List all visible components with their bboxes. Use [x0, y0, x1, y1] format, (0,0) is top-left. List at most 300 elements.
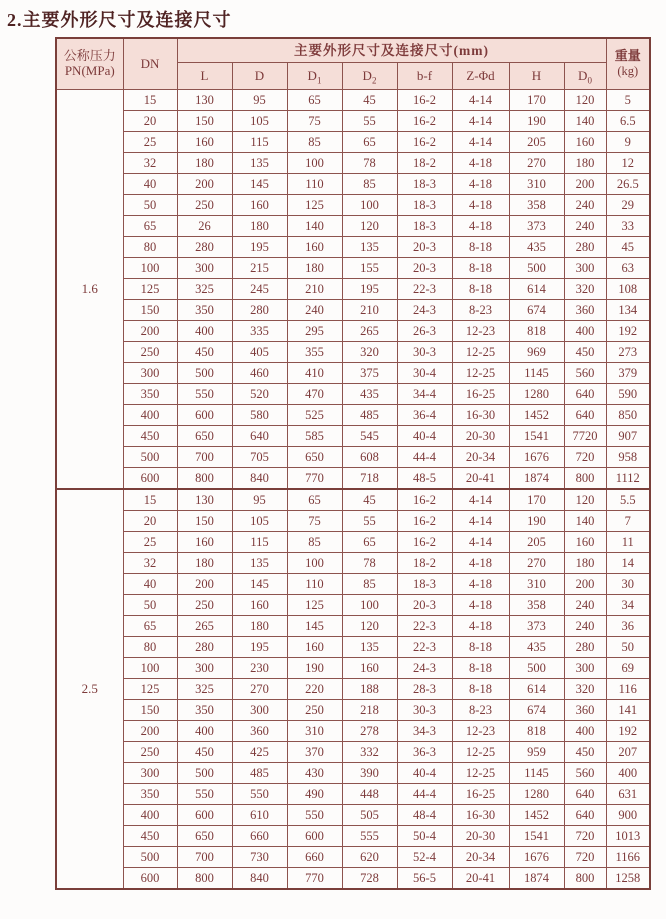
data-cell: 30: [606, 574, 650, 595]
data-cell: 800: [564, 468, 606, 490]
data-cell: 300: [564, 258, 606, 279]
dn-cell: 600: [123, 468, 177, 490]
data-cell: 160: [232, 595, 287, 616]
data-cell: 550: [177, 784, 232, 805]
data-cell: 250: [177, 595, 232, 616]
data-cell: 205: [509, 132, 564, 153]
dn-cell: 25: [123, 532, 177, 553]
data-cell: 400: [606, 763, 650, 784]
dn-cell: 40: [123, 174, 177, 195]
table-row: [56, 384, 650, 405]
data-cell: 65: [287, 489, 342, 511]
data-cell: 65: [342, 132, 397, 153]
data-cell: 200: [564, 174, 606, 195]
table-row: [56, 511, 650, 532]
data-cell: 85: [342, 574, 397, 595]
data-cell: 65: [342, 532, 397, 553]
data-cell: 200: [564, 574, 606, 595]
data-cell: 140: [564, 111, 606, 132]
data-cell: 195: [232, 637, 287, 658]
table-row: [56, 279, 650, 300]
table-row: [56, 742, 650, 763]
data-cell: 125: [287, 595, 342, 616]
data-cell: 160: [342, 658, 397, 679]
data-cell: 520: [232, 384, 287, 405]
data-cell: 135: [232, 553, 287, 574]
data-cell: 273: [606, 342, 650, 363]
data-cell: 640: [564, 805, 606, 826]
data-cell: 265: [342, 321, 397, 342]
dn-cell: 65: [123, 216, 177, 237]
data-cell: 30-3: [397, 342, 452, 363]
data-cell: 12-25: [452, 763, 509, 784]
data-cell: 660: [287, 847, 342, 868]
data-cell: 95: [232, 90, 287, 111]
data-cell: 4-14: [452, 489, 509, 511]
table-row: [56, 405, 650, 426]
dn-cell: 100: [123, 658, 177, 679]
table-row: [56, 532, 650, 553]
data-cell: 170: [509, 90, 564, 111]
table-row: [56, 763, 650, 784]
data-cell: 770: [287, 868, 342, 890]
column-header-H: H: [509, 63, 564, 90]
table-row: [56, 489, 650, 511]
data-cell: 705: [232, 447, 287, 468]
data-cell: 280: [564, 637, 606, 658]
data-cell: 4-14: [452, 111, 509, 132]
data-cell: 22-3: [397, 616, 452, 637]
data-cell: 52-4: [397, 847, 452, 868]
data-cell: 358: [509, 195, 564, 216]
column-header-dn: DN: [123, 38, 177, 90]
data-cell: 20-3: [397, 595, 452, 616]
dn-cell: 300: [123, 363, 177, 384]
data-cell: 56-5: [397, 868, 452, 890]
data-cell: 270: [509, 553, 564, 574]
dn-cell: 150: [123, 300, 177, 321]
data-cell: 29: [606, 195, 650, 216]
data-cell: 550: [287, 805, 342, 826]
data-cell: 16-2: [397, 489, 452, 511]
data-cell: 840: [232, 868, 287, 890]
data-cell: 560: [564, 763, 606, 784]
data-cell: 4-18: [452, 553, 509, 574]
data-cell: 195: [342, 279, 397, 300]
dn-cell: 500: [123, 847, 177, 868]
data-cell: 1676: [509, 847, 564, 868]
data-cell: 100: [287, 553, 342, 574]
table-body: [56, 90, 650, 890]
data-cell: 20-41: [452, 868, 509, 890]
table-row: [56, 616, 650, 637]
data-cell: 590: [606, 384, 650, 405]
table-row: [56, 363, 650, 384]
data-cell: 190: [287, 658, 342, 679]
pn-header-line1: 公称压力: [63, 48, 116, 64]
data-cell: 18-3: [397, 574, 452, 595]
table-row: [56, 805, 650, 826]
table-row: [56, 237, 650, 258]
table-row: [56, 847, 650, 868]
data-cell: 28-3: [397, 679, 452, 700]
data-cell: 400: [564, 721, 606, 742]
data-cell: 100: [342, 195, 397, 216]
data-cell: 100: [287, 153, 342, 174]
pn-header-line2: PN(MPa): [64, 63, 115, 78]
data-cell: 400: [177, 721, 232, 742]
data-cell: 24-3: [397, 658, 452, 679]
data-cell: 108: [606, 279, 650, 300]
data-cell: 320: [564, 279, 606, 300]
data-cell: 36: [606, 616, 650, 637]
data-cell: 145: [232, 174, 287, 195]
dn-cell: 50: [123, 595, 177, 616]
column-header-bf: b-f: [397, 63, 452, 90]
data-cell: 310: [509, 174, 564, 195]
data-cell: 120: [342, 216, 397, 237]
data-cell: 30-3: [397, 700, 452, 721]
data-cell: 770: [287, 468, 342, 490]
data-cell: 130: [177, 90, 232, 111]
data-cell: 640: [232, 426, 287, 447]
data-cell: 335: [232, 321, 287, 342]
dn-cell: 600: [123, 868, 177, 890]
data-cell: 332: [342, 742, 397, 763]
column-header-weight: [606, 38, 650, 90]
data-cell: 188: [342, 679, 397, 700]
data-cell: 180: [287, 258, 342, 279]
data-cell: 8-18: [452, 679, 509, 700]
data-cell: 45: [342, 90, 397, 111]
dn-cell: 20: [123, 111, 177, 132]
data-cell: 500: [509, 658, 564, 679]
data-cell: 200: [177, 174, 232, 195]
data-cell: 840: [232, 468, 287, 490]
data-cell: 75: [287, 511, 342, 532]
weight-header-line2: (kg): [617, 64, 639, 79]
data-cell: 85: [287, 532, 342, 553]
data-cell: 34-4: [397, 384, 452, 405]
data-cell: 16-25: [452, 384, 509, 405]
data-cell: 240: [287, 300, 342, 321]
data-cell: 4-18: [452, 174, 509, 195]
data-cell: 360: [564, 700, 606, 721]
data-cell: 270: [232, 679, 287, 700]
data-cell: 448: [342, 784, 397, 805]
dn-cell: 350: [123, 384, 177, 405]
data-cell: 11: [606, 532, 650, 553]
data-cell: 18-2: [397, 153, 452, 174]
data-cell: 105: [232, 111, 287, 132]
data-cell: 640: [564, 384, 606, 405]
data-cell: 300: [232, 700, 287, 721]
table-row: [56, 216, 650, 237]
data-cell: 1145: [509, 763, 564, 784]
data-cell: 265: [177, 616, 232, 637]
data-cell: 9: [606, 132, 650, 153]
data-cell: 12-23: [452, 721, 509, 742]
data-cell: 145: [232, 574, 287, 595]
data-cell: 33: [606, 216, 650, 237]
data-cell: 390: [342, 763, 397, 784]
data-cell: 410: [287, 363, 342, 384]
data-cell: 140: [287, 216, 342, 237]
data-cell: 373: [509, 616, 564, 637]
data-cell: 4-18: [452, 616, 509, 637]
table-row: [56, 637, 650, 658]
data-cell: 8-18: [452, 637, 509, 658]
column-header-L: L: [177, 63, 232, 90]
data-cell: 75: [287, 111, 342, 132]
data-cell: 24-3: [397, 300, 452, 321]
data-cell: 1166: [606, 847, 650, 868]
data-cell: 218: [342, 700, 397, 721]
data-cell: 600: [177, 805, 232, 826]
dn-cell: 15: [123, 90, 177, 111]
data-cell: 430: [287, 763, 342, 784]
data-cell: 160: [287, 237, 342, 258]
data-cell: 16-2: [397, 90, 452, 111]
data-cell: 160: [287, 637, 342, 658]
dimensions-table: [55, 37, 651, 890]
data-cell: 160: [232, 195, 287, 216]
data-cell: 12-25: [452, 742, 509, 763]
data-cell: 1874: [509, 868, 564, 890]
data-cell: 36-4: [397, 405, 452, 426]
column-header-zphid: Z-Φd: [452, 63, 509, 90]
data-cell: 22-3: [397, 637, 452, 658]
data-cell: 674: [509, 300, 564, 321]
data-cell: 8-18: [452, 237, 509, 258]
data-cell: 135: [342, 637, 397, 658]
table-row: [56, 174, 650, 195]
data-cell: 116: [606, 679, 650, 700]
data-cell: 435: [509, 237, 564, 258]
dn-cell: 450: [123, 426, 177, 447]
data-cell: 130: [177, 489, 232, 511]
data-cell: 360: [232, 721, 287, 742]
data-cell: 500: [177, 763, 232, 784]
data-cell: 20-30: [452, 826, 509, 847]
page-title: 2.主要外形尺寸及连接尺寸: [7, 10, 232, 30]
data-cell: 718: [342, 468, 397, 490]
data-cell: 135: [342, 237, 397, 258]
data-cell: 470: [287, 384, 342, 405]
data-cell: 215: [232, 258, 287, 279]
data-cell: 12-25: [452, 342, 509, 363]
data-cell: 180: [564, 553, 606, 574]
data-cell: 4-18: [452, 153, 509, 174]
data-cell: 16-2: [397, 532, 452, 553]
data-cell: 8-23: [452, 300, 509, 321]
data-cell: 850: [606, 405, 650, 426]
data-cell: 4-14: [452, 90, 509, 111]
data-cell: 485: [342, 405, 397, 426]
data-cell: 120: [564, 489, 606, 511]
data-cell: 600: [287, 826, 342, 847]
data-cell: 720: [564, 847, 606, 868]
data-cell: 1013: [606, 826, 650, 847]
column-header-pn: [56, 38, 123, 90]
table-row: [56, 342, 650, 363]
data-cell: 6.5: [606, 111, 650, 132]
data-cell: 150: [177, 111, 232, 132]
data-cell: 18-3: [397, 174, 452, 195]
dn-cell: 80: [123, 237, 177, 258]
data-cell: 36-3: [397, 742, 452, 763]
dn-cell: 150: [123, 700, 177, 721]
data-cell: 20-34: [452, 447, 509, 468]
table-row: [56, 258, 650, 279]
table-row: [56, 700, 650, 721]
table-row: [56, 658, 650, 679]
data-cell: 358: [509, 595, 564, 616]
data-cell: 545: [342, 426, 397, 447]
data-cell: 110: [287, 574, 342, 595]
data-cell: 190: [509, 511, 564, 532]
data-cell: 373: [509, 216, 564, 237]
data-cell: 5.5: [606, 489, 650, 511]
data-cell: 22-3: [397, 279, 452, 300]
data-cell: 550: [232, 784, 287, 805]
data-cell: 200: [177, 574, 232, 595]
data-cell: 207: [606, 742, 650, 763]
data-cell: 600: [177, 405, 232, 426]
data-cell: 34-3: [397, 721, 452, 742]
column-header-D1: $D_1$: [287, 63, 342, 90]
data-cell: 8-23: [452, 700, 509, 721]
table-row: [56, 90, 650, 111]
data-cell: 278: [342, 721, 397, 742]
data-cell: 26: [177, 216, 232, 237]
data-cell: 140: [564, 511, 606, 532]
data-cell: 650: [177, 426, 232, 447]
data-cell: 405: [232, 342, 287, 363]
data-cell: 375: [342, 363, 397, 384]
data-cell: 16-2: [397, 132, 452, 153]
data-cell: 16-2: [397, 511, 452, 532]
data-cell: 1452: [509, 805, 564, 826]
data-cell: 400: [564, 321, 606, 342]
data-cell: 85: [287, 132, 342, 153]
data-cell: 20-3: [397, 237, 452, 258]
data-cell: 280: [177, 637, 232, 658]
data-cell: 818: [509, 721, 564, 742]
data-cell: 18-3: [397, 216, 452, 237]
column-header-D2: $D_2$: [342, 63, 397, 90]
data-cell: 620: [342, 847, 397, 868]
table-row: [56, 826, 650, 847]
data-cell: 550: [177, 384, 232, 405]
dn-cell: 32: [123, 153, 177, 174]
data-cell: 280: [564, 237, 606, 258]
data-cell: 125: [287, 195, 342, 216]
data-cell: 48-5: [397, 468, 452, 490]
pn-value-cell: 2.5: [56, 489, 123, 889]
data-cell: 614: [509, 679, 564, 700]
data-cell: 16-25: [452, 784, 509, 805]
data-cell: 425: [232, 742, 287, 763]
data-cell: 450: [564, 742, 606, 763]
data-cell: 85: [342, 174, 397, 195]
data-cell: 500: [177, 363, 232, 384]
data-cell: 674: [509, 700, 564, 721]
data-cell: 18-3: [397, 195, 452, 216]
dn-cell: 80: [123, 637, 177, 658]
table-row: [56, 195, 650, 216]
column-group-header: 主要外形尺寸及连接尺寸(mm): [177, 38, 606, 63]
data-cell: 1874: [509, 468, 564, 490]
data-cell: 4-14: [452, 132, 509, 153]
data-cell: 210: [287, 279, 342, 300]
data-cell: 631: [606, 784, 650, 805]
data-cell: 8-18: [452, 279, 509, 300]
data-cell: 460: [232, 363, 287, 384]
data-cell: 360: [564, 300, 606, 321]
data-cell: 20-30: [452, 426, 509, 447]
data-cell: 350: [177, 300, 232, 321]
data-cell: 1280: [509, 784, 564, 805]
data-cell: 160: [564, 532, 606, 553]
data-cell: 640: [564, 784, 606, 805]
data-cell: 180: [564, 153, 606, 174]
data-cell: 115: [232, 532, 287, 553]
data-cell: 240: [564, 595, 606, 616]
data-cell: 370: [287, 742, 342, 763]
data-cell: 379: [606, 363, 650, 384]
data-cell: 110: [287, 174, 342, 195]
data-cell: 14: [606, 553, 650, 574]
data-cell: 640: [564, 405, 606, 426]
data-cell: 400: [177, 321, 232, 342]
table-row: [56, 784, 650, 805]
data-cell: 220: [287, 679, 342, 700]
data-cell: 8-18: [452, 658, 509, 679]
table-row: [56, 132, 650, 153]
data-cell: 650: [287, 447, 342, 468]
data-cell: 310: [287, 721, 342, 742]
data-cell: 30-4: [397, 363, 452, 384]
data-cell: 728: [342, 868, 397, 890]
table-row: [56, 574, 650, 595]
data-cell: 141: [606, 700, 650, 721]
data-cell: 205: [509, 532, 564, 553]
table-row: [56, 553, 650, 574]
data-cell: 270: [509, 153, 564, 174]
data-cell: 959: [509, 742, 564, 763]
data-cell: 8-18: [452, 258, 509, 279]
data-cell: 907: [606, 426, 650, 447]
data-cell: 100: [342, 595, 397, 616]
data-cell: 34: [606, 595, 650, 616]
data-cell: 160: [177, 132, 232, 153]
data-cell: 800: [564, 868, 606, 890]
data-cell: 20-3: [397, 258, 452, 279]
dn-cell: 32: [123, 553, 177, 574]
pn-value-cell: 1.6: [56, 90, 123, 490]
dn-cell: 125: [123, 679, 177, 700]
data-cell: 63: [606, 258, 650, 279]
dn-cell: 125: [123, 279, 177, 300]
data-cell: 12: [606, 153, 650, 174]
data-cell: 18-2: [397, 553, 452, 574]
data-cell: 12-25: [452, 363, 509, 384]
data-cell: 555: [342, 826, 397, 847]
data-cell: 320: [342, 342, 397, 363]
data-cell: 1280: [509, 384, 564, 405]
data-cell: 435: [509, 637, 564, 658]
